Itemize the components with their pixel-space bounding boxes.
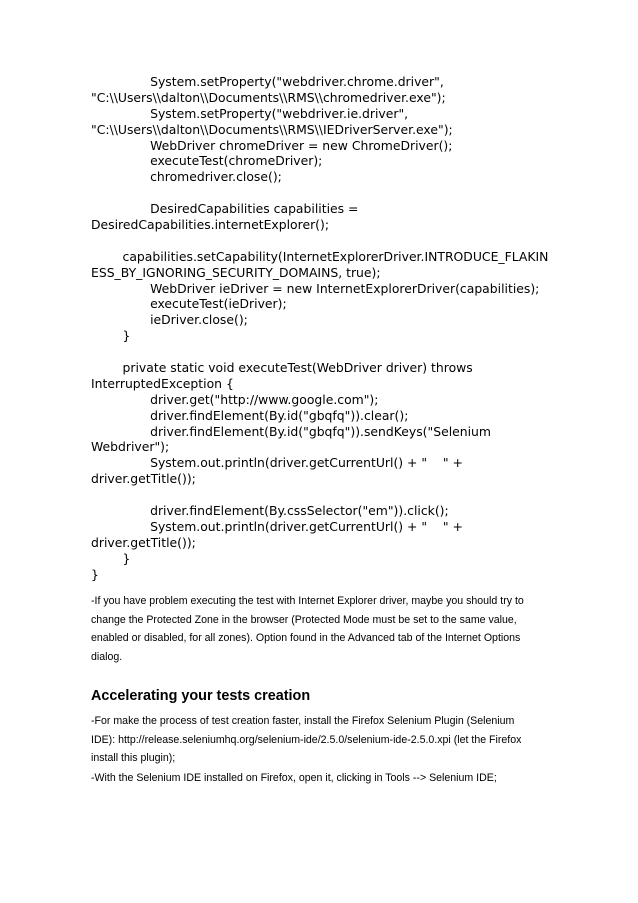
code-line: DesiredCapabilities capabilities =: [91, 201, 359, 217]
code-line: System.out.println(driver.getCurrentUrl() + " " +: [91, 518, 463, 534]
note-line: enabled or disabled, for all zones). Option found in the Advanced tab of the Internet Options: [91, 632, 521, 645]
code-line: WebDriver ieDriver = new InternetExplorerDriver(capabilities);: [91, 280, 540, 296]
code-blank-line: [91, 487, 561, 503]
install-plugin-paragraph: [91, 712, 561, 768]
code-blank-line: [91, 344, 561, 360]
code-line: DesiredCapabilities.internetExplorer();: [91, 217, 330, 233]
code-line: private static void executeTest(WebDriver driver) throws: [91, 360, 473, 376]
open-ide-paragraph: [91, 769, 561, 788]
code-line: }: [91, 328, 131, 344]
code-block: [91, 74, 561, 583]
code-line: System.setProperty("webdriver.ie.driver",: [91, 105, 409, 121]
paragraph-line: -With the Selenium IDE installed on Firefox, open it, clicking in Tools --> Selenium IDE;: [91, 772, 497, 784]
code-line: "C:\\Users\\dalton\\Documents\\RMS\\IEDriverServer.exe");: [91, 121, 453, 137]
code-line: Webdriver");: [91, 439, 170, 455]
ie-driver-note: [91, 592, 561, 667]
code-line: System.setProperty("webdriver.chrome.driver",: [91, 74, 444, 89]
code-line: ESS_BY_IGNORING_SECURITY_DOMAINS, true);: [91, 264, 381, 280]
code-line: ieDriver.close();: [91, 312, 248, 328]
code-line: WebDriver chromeDriver = new ChromeDriver();: [91, 137, 453, 153]
paragraph-line: IDE): http://release.seleniumhq.org/selenium-ide/2.5.0/selenium-ide-2.5.0.xpi (let the Firefox: [91, 733, 522, 746]
paragraph-line: install this plugin);: [91, 752, 176, 765]
code-line: "C:\\Users\\dalton\\Documents\\RMS\\chromedriver.exe");: [91, 89, 446, 105]
paragraph-line: -For make the process of test creation faster, install the Firefox Selenium Plugin (Selenium: [91, 715, 515, 727]
code-line: InterruptedException {: [91, 375, 234, 391]
note-line: dialog.: [91, 651, 123, 664]
code-line: driver.getTitle());: [91, 471, 196, 487]
note-line: change the Protected Zone in the browser (Protected Mode must be set to the same value,: [91, 613, 517, 626]
code-line: capabilities.setCapability(InternetExplorerDriver.INTRODUCE_FLAKIN: [91, 248, 549, 264]
code-line: driver.findElement(By.id("gbqfq")).clear();: [91, 407, 409, 423]
code-line: executeTest(chromeDriver);: [91, 153, 323, 169]
code-line: driver.findElement(By.cssSelector("em")).click();: [91, 503, 449, 519]
code-line: driver.getTitle());: [91, 534, 196, 550]
code-line: chromedriver.close();: [91, 169, 282, 185]
code-line: driver.get("http://www.google.com");: [91, 391, 379, 407]
code-line: System.out.println(driver.getCurrentUrl() + " " +: [91, 455, 463, 471]
code-line: driver.findElement(By.id("gbqfq")).sendKeys("Selenium: [91, 423, 491, 439]
code-blank-line: [91, 233, 561, 249]
note-line: -If you have problem executing the test with Internet Explorer driver, maybe you should try to: [91, 595, 524, 607]
section-heading: Accelerating your tests creation: [91, 688, 311, 704]
code-line: executeTest(ieDriver);: [91, 296, 287, 312]
code-line: }: [91, 550, 131, 566]
code-line: }: [91, 566, 99, 582]
code-blank-line: [91, 185, 561, 201]
